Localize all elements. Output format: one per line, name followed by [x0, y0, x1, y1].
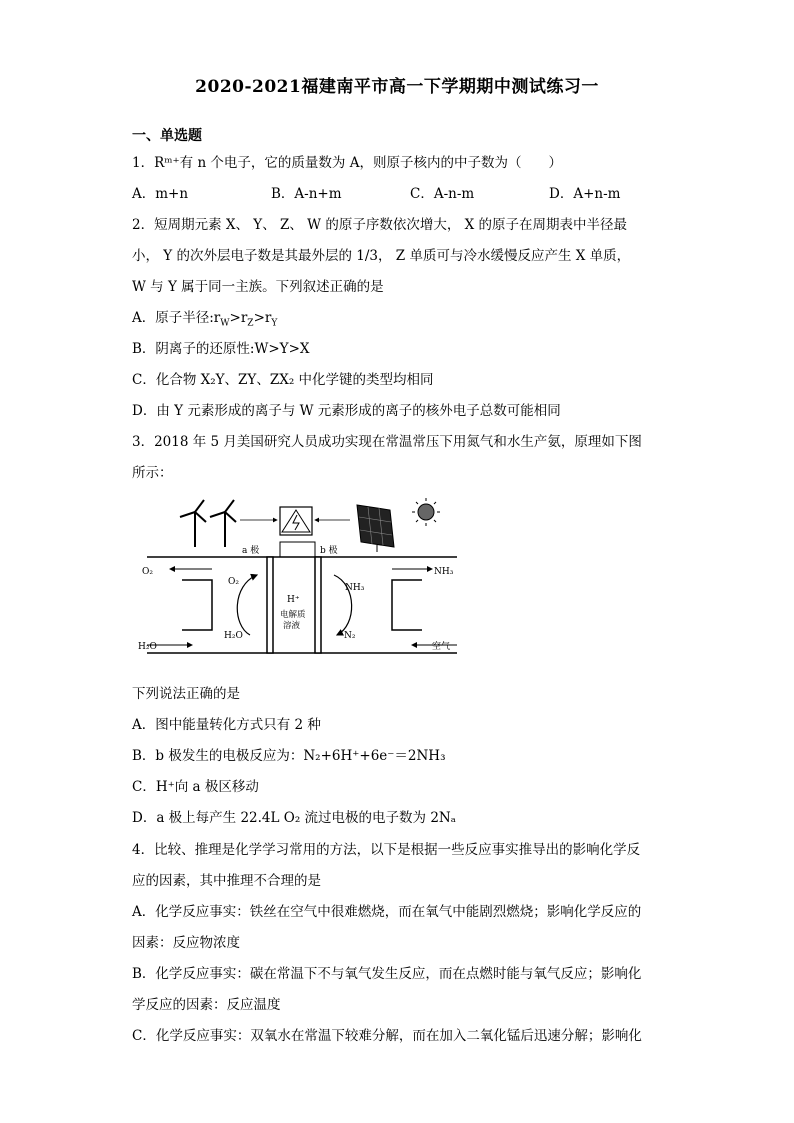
label-air: 空气 [432, 642, 451, 652]
label-h2o-in: H₂O [224, 631, 243, 641]
q2-option-b: B．阴离子的还原性:W>Y>X [132, 341, 310, 357]
label-electrode-a: a 极 [242, 546, 260, 556]
q3-option-c: C．H⁺向 a 极区移动 [132, 779, 259, 795]
q4-option-a-line-1: A．化学反应事实：铁丝在空气中很难燃烧，而在氧气中能剧烈燃烧；影响化学反应的 [132, 904, 642, 920]
label-nh3-in: NH₃ [345, 583, 365, 593]
q4-option-a-line-2: 因素：反应物浓度 [132, 935, 240, 951]
q1-option-a: A．m+n [132, 186, 189, 202]
q4-option-b-line-1: B．化学反应事实：碳在常温下不与氧气发生反应，而在点燃时能与氧气反应；影响化 [132, 966, 642, 982]
electrolysis-diagram-svg [132, 495, 472, 665]
q1-option-b: B．A-n+m [271, 186, 342, 202]
q3-option-b: B．b 极发生的电极反应为：N₂+6H⁺+6e⁻＝2NH₃ [132, 748, 446, 764]
label-nh3-out: NH₃ [434, 567, 454, 577]
question-3-line-2: 所示： [132, 465, 173, 481]
label-electrolyte-2: 溶液 [283, 621, 301, 631]
q4-option-b-line-2: 学反应的因素：反应温度 [132, 997, 281, 1013]
label-o2-in: O₂ [228, 577, 239, 587]
q2-option-c: C．化合物 X₂Y、ZY、ZX₂ 中化学键的类型均相同 [132, 372, 434, 388]
power-source-icon [280, 507, 312, 535]
label-n2: N₂ [344, 631, 356, 641]
page-title: 2020-2021福建南平市高一下学期期中测试练习一 [195, 77, 599, 97]
wind-turbine-icon [180, 500, 236, 547]
sun-icon [412, 498, 440, 526]
q4-option-c-line-1: C．化学反应事实：双氧水在常温下较难分解，而在加入二氧化锰后迅速分解；影响化 [132, 1028, 642, 1044]
label-h2o-left: H₂O [138, 642, 157, 652]
label-electrolyte-1: 电解质 [280, 610, 306, 620]
question-2-line-3: W 与 Y 属于同一主族。下列叙述正确的是 [132, 279, 384, 295]
question-3-prompt: 下列说法正确的是 [132, 686, 240, 702]
label-electrode-b: b 极 [320, 546, 338, 556]
question-4-line-1: 4．比较、推理是化学学习常用的方法，以下是根据一些反应事实推导出的影响化学反 [132, 842, 641, 858]
q2-option-d: D．由 Y 元素形成的离子与 W 元素形成的离子的核外电子总数可能相同 [132, 403, 561, 419]
q2-option-a: A．原子半径$:r_W>r_Z>r_Y$ [132, 310, 278, 329]
label-hplus: H⁺ [287, 595, 300, 605]
label-o2-out: O₂ [142, 567, 153, 577]
q1-option-c: C．A-n-m [410, 186, 475, 202]
question-3-line-1: 3．2018 年 5 月美国研究人员成功实现在常温常压下用氮气和水生产氨，原理如下图 [132, 434, 642, 450]
question-1-stem: 1．Rᵐ⁺有 n 个电子，它的质量数为 A，则原子核内的中子数为（ ） [132, 155, 562, 171]
q3-option-d: D．a 极上每产生 22.4L O₂ 流过电极的电子数为 2Nₐ [132, 810, 456, 826]
section-heading: 一、单选题 [132, 128, 202, 144]
electrolysis-diagram [132, 495, 472, 665]
question-2-line-1: 2．短周期元素 X、 Y、 Z、 W 的原子序数依次增大， X 的原子在周期表中半径最 [132, 217, 628, 233]
q2-option-a-text: A．原子半径:r [132, 310, 221, 326]
q1-option-d: D．A+n-m [549, 186, 621, 202]
q3-option-a: A．图中能量转化方式只有 2 种 [132, 717, 321, 733]
solar-panel-icon [357, 505, 394, 552]
question-2-line-2: 小， Y 的次外层电子数是其最外层的 1/3， Z 单质可与冷水缓慢反应产生 X 单质， [132, 248, 631, 264]
question-4-line-2: 应的因素，其中推理不合理的是 [132, 873, 321, 889]
